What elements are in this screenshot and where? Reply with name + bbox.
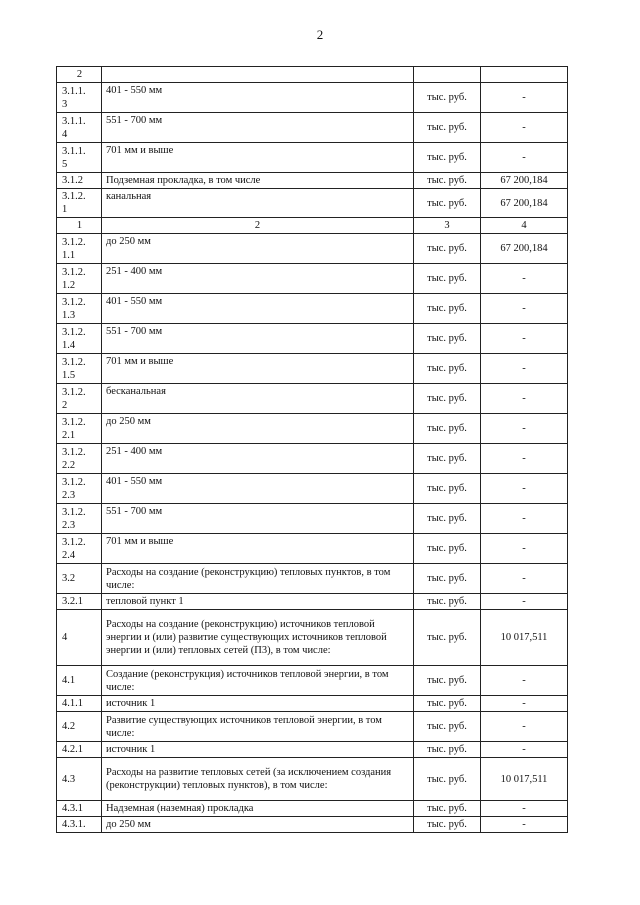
row-unit-cell: тыс. руб. xyxy=(414,354,481,384)
row-unit-cell: тыс. руб. xyxy=(414,742,481,758)
row-value-cell: - xyxy=(481,83,568,113)
row-name-cell: 401 - 550 мм xyxy=(102,474,414,504)
row-unit-cell: тыс. руб. xyxy=(414,696,481,712)
row-name-cell: бесканальная xyxy=(102,384,414,414)
row-value-cell: - xyxy=(481,666,568,696)
row-number-cell: 3.1.2. 1.1 xyxy=(57,234,102,264)
table-row xyxy=(57,696,568,712)
row-name-cell: до 250 мм xyxy=(102,817,414,833)
row-value-cell: 4 xyxy=(481,218,568,234)
page-number: 2 xyxy=(316,27,324,42)
row-number-cell: 4.3.1. xyxy=(57,817,102,833)
table-row xyxy=(57,504,568,534)
row-value-cell: 67 200,184 xyxy=(481,173,568,189)
row-value-cell: - xyxy=(481,294,568,324)
row-value-cell: - xyxy=(481,696,568,712)
row-number-cell: 3.1.2. 2.2 xyxy=(57,444,102,474)
row-unit-cell: тыс. руб. xyxy=(414,234,481,264)
table-row xyxy=(57,83,568,113)
row-number-cell: 3.1.2. 1 xyxy=(57,189,102,218)
row-name-cell: 251 - 400 мм xyxy=(102,264,414,294)
row-value-cell: 67 200,184 xyxy=(481,234,568,264)
table-row xyxy=(57,594,568,610)
row-number-cell: 3.1.2. 2.1 xyxy=(57,414,102,444)
table-row xyxy=(57,234,568,264)
row-number-cell: 3.1.1. 3 xyxy=(57,83,102,113)
row-value-cell: - xyxy=(481,817,568,833)
row-name-cell: 251 - 400 мм xyxy=(102,444,414,474)
row-unit-cell: тыс. руб. xyxy=(414,610,481,666)
row-number-cell: 2 xyxy=(57,67,102,83)
table-row xyxy=(57,67,568,83)
row-name-cell: 701 мм и выше xyxy=(102,354,414,384)
cost-table-body xyxy=(57,67,568,833)
row-value-cell: - xyxy=(481,474,568,504)
row-unit-cell: тыс. руб. xyxy=(414,712,481,742)
row-number-cell: 3.1.2. 2.4 xyxy=(57,534,102,564)
row-unit-cell: тыс. руб. xyxy=(414,189,481,218)
table-row xyxy=(57,444,568,474)
row-value-cell: - xyxy=(481,534,568,564)
row-name-cell: источник 1 xyxy=(102,742,414,758)
cost-table xyxy=(56,66,568,833)
row-number-cell: 4.1.1 xyxy=(57,696,102,712)
row-name-cell: 551 - 700 мм xyxy=(102,324,414,354)
row-name-cell: до 250 мм xyxy=(102,234,414,264)
row-unit-cell: тыс. руб. xyxy=(414,564,481,594)
row-value-cell: 10 017,511 xyxy=(481,610,568,666)
row-name-cell: Развитие существующих источников тепловой энергии, в том числе: xyxy=(102,712,414,742)
table-row xyxy=(57,474,568,504)
row-value-cell: - xyxy=(481,414,568,444)
table-row xyxy=(57,384,568,414)
table-row xyxy=(57,264,568,294)
row-unit-cell: тыс. руб. xyxy=(414,113,481,143)
row-number-cell: 3.1.2. 2.3 xyxy=(57,474,102,504)
row-name-cell xyxy=(102,67,414,83)
row-number-cell: 3.1.1. 5 xyxy=(57,143,102,173)
row-unit-cell: тыс. руб. xyxy=(414,594,481,610)
row-number-cell: 3.1.2. 1.4 xyxy=(57,324,102,354)
row-name-cell: Надземная (наземная) прокладка xyxy=(102,801,414,817)
table-row xyxy=(57,610,568,666)
row-unit-cell: тыс. руб. xyxy=(414,324,481,354)
row-name-cell: канальная xyxy=(102,189,414,218)
table-row xyxy=(57,414,568,444)
row-number-cell: 3.1.1. 4 xyxy=(57,113,102,143)
row-name-cell: 701 мм и выше xyxy=(102,534,414,564)
row-number-cell: 3.1.2. 1.2 xyxy=(57,264,102,294)
row-value-cell: - xyxy=(481,564,568,594)
row-unit-cell: тыс. руб. xyxy=(414,264,481,294)
row-unit-cell: тыс. руб. xyxy=(414,758,481,801)
row-name-cell: 401 - 550 мм xyxy=(102,83,414,113)
row-name-cell: 701 мм и выше xyxy=(102,143,414,173)
table-row xyxy=(57,758,568,801)
table-row xyxy=(57,817,568,833)
row-value-cell: - xyxy=(481,354,568,384)
row-value-cell: - xyxy=(481,113,568,143)
row-name-cell: 2 xyxy=(102,218,414,234)
row-number-cell: 3.1.2. 1.5 xyxy=(57,354,102,384)
row-number-cell: 3.2.1 xyxy=(57,594,102,610)
row-number-cell: 1 xyxy=(57,218,102,234)
table-row xyxy=(57,324,568,354)
row-number-cell: 3.1.2 xyxy=(57,173,102,189)
row-unit-cell: тыс. руб. xyxy=(414,173,481,189)
row-number-cell: 4.3.1 xyxy=(57,801,102,817)
row-value-cell: - xyxy=(481,384,568,414)
row-value-cell: - xyxy=(481,801,568,817)
row-value-cell xyxy=(481,67,568,83)
row-value-cell: 10 017,511 xyxy=(481,758,568,801)
row-unit-cell: тыс. руб. xyxy=(414,666,481,696)
row-unit-cell: тыс. руб. xyxy=(414,504,481,534)
row-value-cell: - xyxy=(481,444,568,474)
row-unit-cell: тыс. руб. xyxy=(414,143,481,173)
row-unit-cell: тыс. руб. xyxy=(414,534,481,564)
row-number-cell: 4.1 xyxy=(57,666,102,696)
row-name-cell: Расходы на создание (реконструкцию) тепловых пунктов, в том числе: xyxy=(102,564,414,594)
row-name-cell: Подземная прокладка, в том числе xyxy=(102,173,414,189)
row-name-cell: тепловой пункт 1 xyxy=(102,594,414,610)
row-unit-cell: тыс. руб. xyxy=(414,294,481,324)
table-row xyxy=(57,189,568,218)
row-unit-cell xyxy=(414,67,481,83)
row-value-cell: 67 200,184 xyxy=(481,189,568,218)
row-number-cell: 4 xyxy=(57,610,102,666)
table-row xyxy=(57,801,568,817)
row-name-cell: 551 - 700 мм xyxy=(102,113,414,143)
row-name-cell: источник 1 xyxy=(102,696,414,712)
row-value-cell: - xyxy=(481,324,568,354)
table-row xyxy=(57,294,568,324)
row-unit-cell: тыс. руб. xyxy=(414,444,481,474)
table-row xyxy=(57,218,568,234)
table-row xyxy=(57,113,568,143)
row-number-cell: 3.1.2. 1.3 xyxy=(57,294,102,324)
row-number-cell: 3.2 xyxy=(57,564,102,594)
row-value-cell: - xyxy=(481,742,568,758)
row-value-cell: - xyxy=(481,712,568,742)
row-number-cell: 4.2.1 xyxy=(57,742,102,758)
row-number-cell: 3.1.2. 2 xyxy=(57,384,102,414)
table-row xyxy=(57,534,568,564)
row-name-cell: Создание (реконструкция) источников тепловой энергии, в том числе: xyxy=(102,666,414,696)
row-unit-cell: тыс. руб. xyxy=(414,384,481,414)
table-row xyxy=(57,564,568,594)
row-unit-cell: тыс. руб. xyxy=(414,83,481,113)
row-name-cell: 551 - 700 мм xyxy=(102,504,414,534)
row-unit-cell: тыс. руб. xyxy=(414,801,481,817)
row-value-cell: - xyxy=(481,594,568,610)
row-name-cell: Расходы на создание (реконструкцию) источников тепловой энергии и (или) развитие существующих источников тепловой энергии и (или) тепловых сетей (П3), в том числе: xyxy=(102,610,414,666)
row-unit-cell: тыс. руб. xyxy=(414,817,481,833)
row-name-cell: Расходы на развитие тепловых сетей (за исключением создания (реконструкции) тепловых пунктов), в том числе: xyxy=(102,758,414,801)
row-value-cell: - xyxy=(481,504,568,534)
table-row xyxy=(57,742,568,758)
row-unit-cell: 3 xyxy=(414,218,481,234)
row-unit-cell: тыс. руб. xyxy=(414,414,481,444)
row-name-cell: 401 - 550 мм xyxy=(102,294,414,324)
row-name-cell: до 250 мм xyxy=(102,414,414,444)
table-row xyxy=(57,354,568,384)
row-number-cell: 4.2 xyxy=(57,712,102,742)
row-value-cell: - xyxy=(481,143,568,173)
table-row xyxy=(57,712,568,742)
row-number-cell: 4.3 xyxy=(57,758,102,801)
row-number-cell: 3.1.2. 2.3 xyxy=(57,504,102,534)
table-row xyxy=(57,143,568,173)
table-row xyxy=(57,666,568,696)
row-value-cell: - xyxy=(481,264,568,294)
row-unit-cell: тыс. руб. xyxy=(414,474,481,504)
table-row xyxy=(57,173,568,189)
